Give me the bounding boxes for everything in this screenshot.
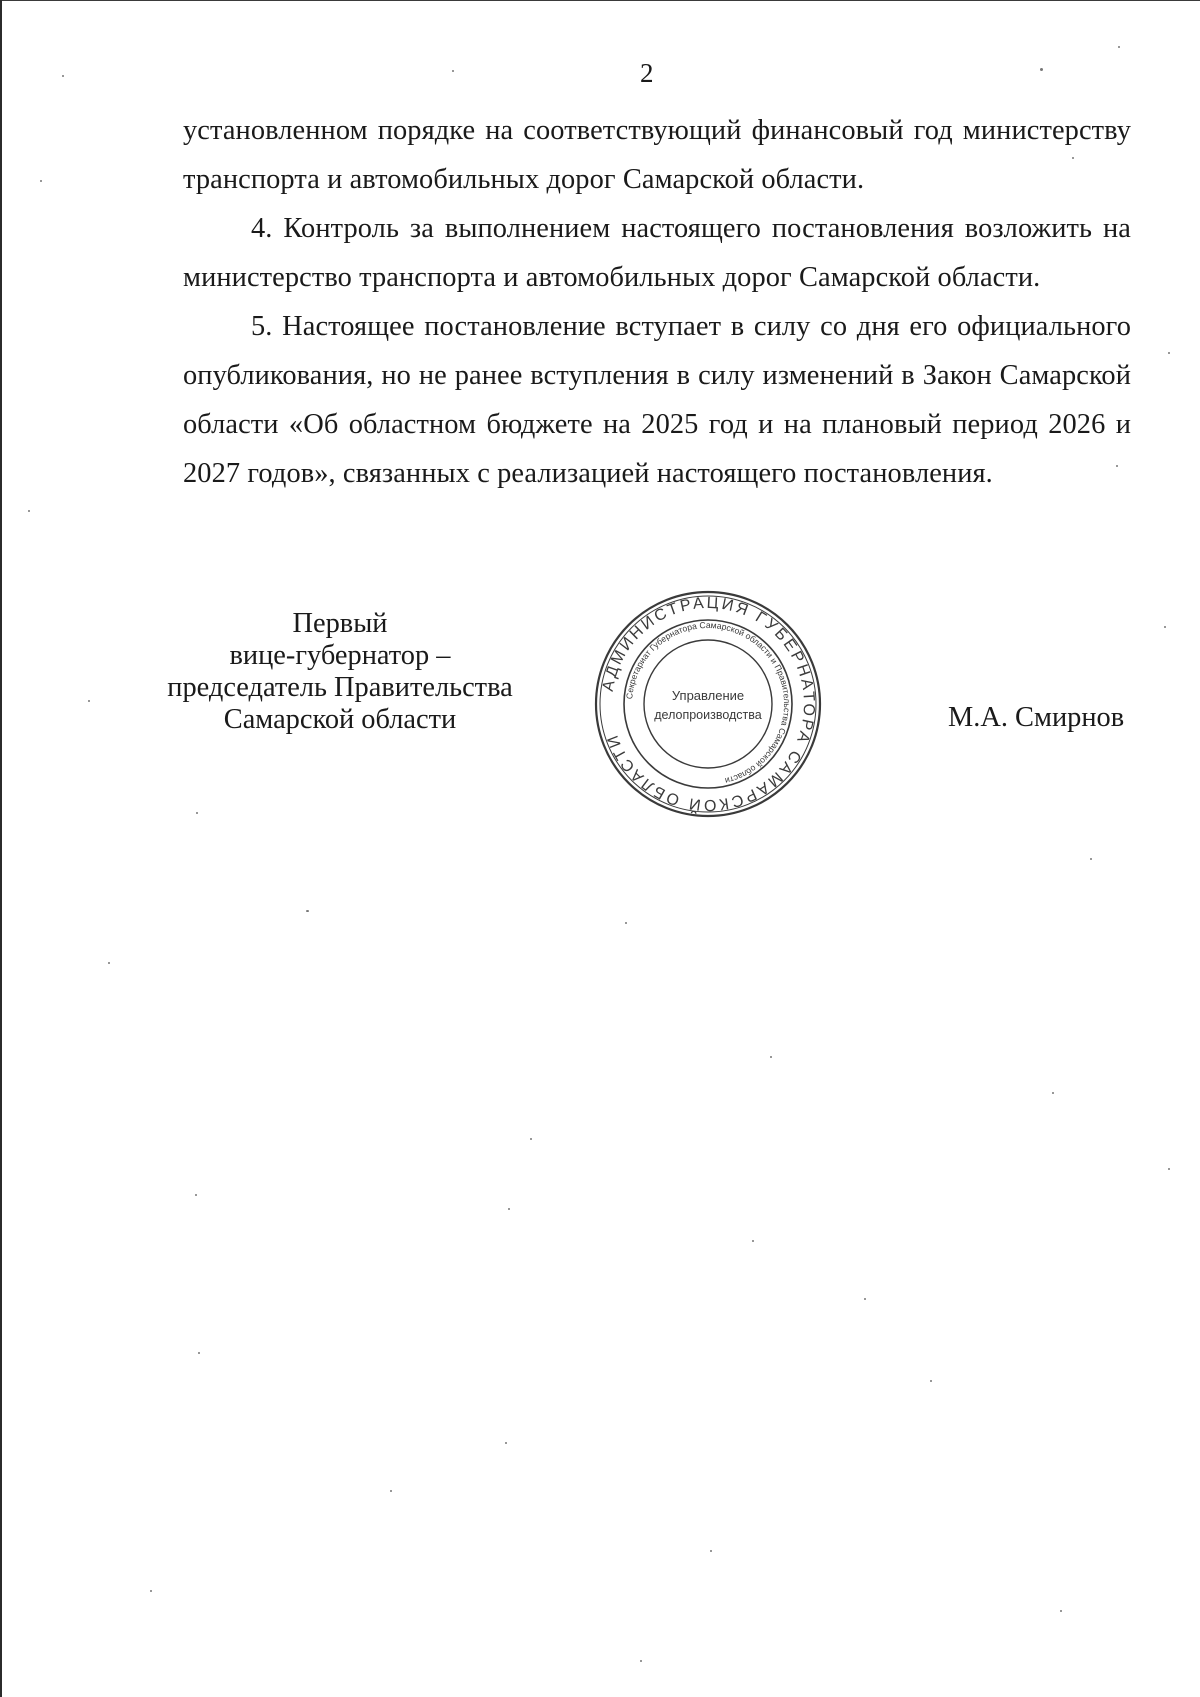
scan-speck [1052,1092,1054,1094]
page-number: 2 [640,58,654,88]
official-stamp [592,588,824,820]
scan-speck [1060,1610,1062,1612]
signer-title [150,608,530,736]
scan-speck [640,1660,642,1662]
signer-title-line: Самарской области [223,704,457,735]
scan-speck [530,1138,532,1140]
signer-title-line: Первый [292,608,388,639]
scan-speck [306,910,309,912]
scan-speck [864,1298,866,1300]
scan-speck [1118,46,1120,48]
scan-speck [770,1056,772,1058]
scan-speck [390,1490,392,1492]
scan-speck [1040,68,1043,71]
scan-speck [1072,157,1074,159]
scan-speck [452,70,454,72]
scan-speck [1090,858,1092,860]
stamp-inner-text: Секретариат Губернатора Самарской области и Правительства Самарской области [624,619,793,787]
scan-speck [1164,626,1166,628]
scan-speck [1168,1168,1170,1170]
scan-speck [930,1380,932,1382]
scan-speck [508,1208,510,1210]
scan-speck [28,510,30,512]
signer-title-line: вице-губернатор – [229,640,451,671]
scan-speck [150,1590,152,1592]
stamp-center-line-1: Управление [671,688,745,703]
scan-top-edge [0,0,1200,1]
signer-title-line: председатель Правительства [167,672,513,703]
scan-speck [710,1550,712,1552]
scan-speck [195,1194,197,1196]
stamp-center-line-2: делопроизводства [654,708,762,722]
scan-left-edge [0,0,2,1697]
scan-speck [198,1352,200,1354]
scan-speck [505,1442,507,1444]
paragraph-item-4: 4. Контроль за выполнением настоящего постановления возложить на министерство транспорта и автомобильных дорог Самарской области. [183,213,1131,293]
scan-speck [625,922,627,924]
scan-speck [88,700,90,702]
scan-speck [1116,465,1118,467]
scan-speck [62,75,64,77]
signer-name: М.А. Смирнов [948,702,1125,733]
scan-speck [108,962,110,964]
scan-speck [40,180,42,182]
paragraph-continuation: установленном порядке на соответствующий финансовый год министерству транспорта и автомобильных дорог Самарской области. [183,115,1131,195]
scan-speck [196,812,198,814]
scan-speck [1168,352,1170,354]
paragraph-item-5: 5. Настоящее постановление вступает в силу со дня его официального опубликования, но не ранее вступления в силу изменений в Закон Самарской области «Об областном бюджете на 2025 год и на плановый период 2026 и 2027 годов», связанных с реализацией настоящего постановления. [183,311,1131,489]
scan-speck [752,1240,754,1242]
stamp-outer-text: АДМИНИСТРАЦИЯ ГУБЕРНАТОРА САМАРСКОЙ ОБЛАСТИ [599,594,818,814]
